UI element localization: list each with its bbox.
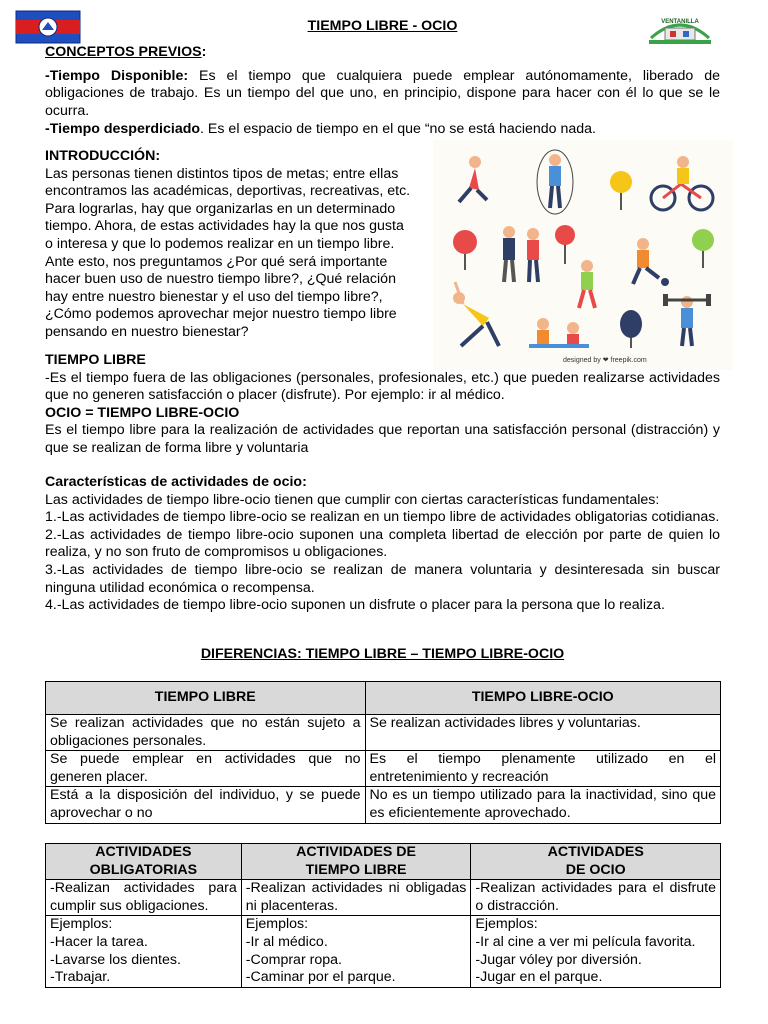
table-cell — [241, 916, 471, 987]
intro-line: ¿Cómo podemos aprovechar mejor nuestro tiempo libre — [45, 306, 397, 323]
table-header: ACTIVIDADES OBLIGATORIAS — [46, 844, 242, 880]
example-line: -Comprar ropa. — [245, 951, 342, 968]
jump-rope-figure — [537, 150, 573, 214]
page-title: TIEMPO LIBRE - OCIO — [307, 18, 458, 34]
example-line: -Ir al médico. — [245, 933, 328, 950]
table-row — [46, 715, 721, 751]
example-line: Ejemplos: — [245, 916, 309, 933]
table-cell: Está a la disposición del individuo, y se puede aprovechar o no — [46, 787, 366, 823]
tree-icon — [620, 310, 642, 348]
table-cell: -Realizan actividades para el disfrute o distracción. — [471, 880, 721, 916]
intro-line: pensando en nuestro bienestar? — [45, 323, 249, 340]
table-cell: No es un tiempo utilizado para la inactividad, sino que es eficientemente aprovechado. — [365, 787, 720, 823]
intro-line: encontramos las académicas, deportivas, recreativas, etc. — [45, 183, 411, 200]
table-cell — [46, 916, 242, 987]
table-cell: Es el tiempo plenamente utilizado en el entretenimiento y recreación — [365, 751, 720, 787]
caracteristicas-heading: Características de actividades de ocio: — [45, 474, 307, 490]
actividades-table — [45, 843, 721, 988]
tiempo-libre-text: -Es el tiempo fuera de las obligaciones (personales, profesionales, etc.) que pueden realizarse actividades que no generen satisfacción o placer (disfrute). Por ejemplo: ir al médico. — [45, 369, 720, 404]
table-header: TIEMPO LIBRE — [46, 682, 366, 715]
table-cell: Se realizan actividades libres y voluntarias. — [365, 715, 720, 751]
example-line: -Trabajar. — [50, 969, 111, 986]
intro-line: o interesa y que lo podemos realizar en un tiempo libre. — [45, 235, 395, 252]
table-header: TIEMPO LIBRE-OCIO — [365, 682, 720, 715]
picnic-figure — [529, 318, 589, 348]
conceptos-section — [45, 44, 720, 139]
example-line: Ejemplos: — [475, 916, 538, 933]
intro-line: tiempo. Ahora, de estas actividades hay la que nos gusta — [45, 218, 404, 235]
table-cell — [471, 916, 721, 987]
table-row — [46, 787, 721, 823]
intro-line: Las personas tienen distintos tipos de metas; entre ellas — [45, 165, 399, 182]
yoga-figure — [453, 282, 499, 346]
caracteristicas-intro: Las actividades de tiempo libre-ocio tienen que cumplir con ciertas características fundamentales: — [45, 491, 660, 508]
soccer-player-figure — [633, 238, 669, 286]
intro-line: Ante esto, nos preguntamos ¿Por qué será importante — [45, 253, 388, 270]
tiempo-libre-section — [45, 352, 720, 458]
tiempo-desperdiciado-paragraph: -Tiempo desperdiciado. Es el espacio de tiempo en el que “no se está haciendo nada. — [45, 121, 596, 138]
ocio-text: Es el tiempo libre para la realización de actividades que reportan una satisfacción personal (distracción) y que se realizan de forma libre y voluntaria — [45, 422, 720, 456]
table-header: ACTIVIDADES DE OCIO — [471, 844, 721, 880]
table-row — [46, 880, 721, 916]
table-cell: Se puede emplear en actividades que no generen placer. — [46, 751, 366, 787]
intro-line: hacer buen uso de nuestro tiempo libre?, ¿Qué relación — [45, 271, 396, 288]
intro-line: Para lograrlas, hay que organizarlas en un determinado — [45, 200, 396, 217]
example-line: -Ir al cine a ver mi película favorita. — [475, 933, 696, 950]
people-activities-illustration — [433, 140, 733, 370]
weightlifter-figure — [663, 294, 711, 346]
caracteristicas-section — [45, 474, 720, 615]
table-cell: -Realizan actividades ni obligadas ni placenteras. — [241, 880, 471, 916]
tiempo-libre-heading: TIEMPO LIBRE — [45, 352, 146, 368]
table-cell: Se realizan actividades que no están sujeto a obligaciones personales. — [46, 715, 366, 751]
example-line: -Caminar por el parque. — [245, 969, 396, 986]
table-row — [46, 916, 721, 987]
example-line: -Jugar vóley por diversión. — [475, 951, 642, 968]
tree-icon — [453, 230, 477, 270]
caracteristica-item: 3.-Las actividades de tiempo libre-ocio se realizan de manera voluntaria y desinteresada sin buscar ninguna utilidad económica o recompensa. — [45, 561, 720, 596]
caracteristica-item: 2.-Las actividades de tiempo libre-ocio suponen una completa libertad de elección por parte de quien lo realiza, y no son fruto de compromisos u obligaciones. — [45, 526, 720, 561]
introduccion-section — [45, 148, 435, 342]
tiempo-disponible-paragraph: -Tiempo Disponible: Es el tiempo que cualquiera puede emplear autónomamente, liberado de obligaciones de trabajo. Es un tiempo del que uno, en principio, dispone para hacer con él lo que se le ocurra. — [45, 67, 720, 119]
couple-figure — [503, 226, 539, 282]
tree-icon — [555, 225, 575, 264]
table-header: ACTIVIDADES DE TIEMPO LIBRE — [241, 844, 471, 880]
table-cell: -Realizan actividades para cumplir sus obligaciones. — [46, 880, 242, 916]
ocio-heading: OCIO = TIEMPO LIBRE-OCIO — [45, 404, 240, 421]
introduccion-heading: INTRODUCCIÓN: — [45, 148, 161, 164]
walking-kid-figure — [579, 260, 595, 308]
ventanilla-logo — [643, 8, 717, 46]
example-line: -Hacer la tarea. — [50, 933, 148, 950]
example-line: -Jugar en el parque. — [475, 969, 603, 986]
table-row — [46, 751, 721, 787]
caracteristica-item: 4.-Las actividades de tiempo libre-ocio suponen un disfrute o placer para la persona que lo realiza. — [45, 597, 665, 614]
tree-icon — [692, 229, 714, 268]
logo-text: VENTANILLA — [661, 19, 699, 25]
sports-illustration — [433, 140, 733, 370]
diferencias-table — [45, 681, 721, 824]
example-line: Ejemplos: — [50, 916, 113, 933]
diferencias-heading: DIFERENCIAS: TIEMPO LIBRE – TIEMPO LIBRE-OCIO — [200, 646, 565, 662]
illustration-credit: designed by ❤ freepik.com — [563, 357, 647, 364]
cyclist-figure — [651, 156, 713, 210]
tree-icon — [610, 171, 632, 210]
conceptos-heading: CONCEPTOS PREVIOS: — [45, 44, 207, 60]
caracteristica-item: 1.-Las actividades de tiempo libre-ocio se realizan en un tiempo libre de actividades obligatorias cotidianas. — [45, 509, 720, 526]
example-line: -Lavarse los dientes. — [50, 951, 181, 968]
intro-line: hay entre nuestro bienestar y el uso del tiempo libre?, — [45, 288, 383, 305]
runner-figure — [459, 156, 487, 202]
